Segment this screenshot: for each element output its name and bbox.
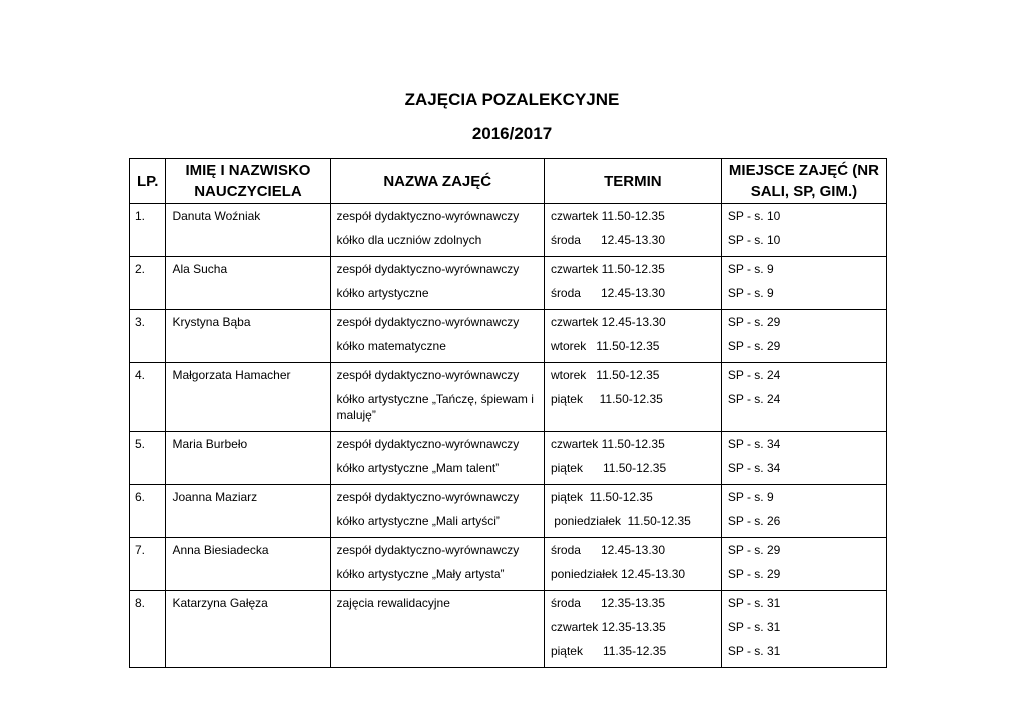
activity-name: kółko artystyczne „Tańczę, śpiewam i maluję” bbox=[336, 392, 534, 422]
location-cell bbox=[721, 432, 886, 485]
activity-name: zajęcia rewalidacyjne bbox=[336, 596, 450, 610]
header-teacher-name: IMIĘ I NAZWISKO NAUCZYCIELA bbox=[166, 159, 330, 204]
activity-name: kółko matematyczne bbox=[336, 339, 446, 353]
location-entry: SP - s. 31 bbox=[727, 596, 781, 610]
table-row bbox=[130, 432, 887, 485]
table-row bbox=[130, 591, 887, 668]
header-lp: LP. bbox=[130, 159, 166, 204]
row-number: 5. bbox=[130, 432, 166, 485]
location-entry: SP - s. 34 bbox=[727, 461, 781, 475]
activity-cell bbox=[330, 591, 544, 668]
schedule-cell bbox=[544, 363, 721, 432]
schedule-entry: czwartek 11.50-12.35 bbox=[550, 209, 665, 223]
activity-name: zespół dydaktyczno-wyrównawczy bbox=[336, 368, 520, 382]
schedule-cell bbox=[544, 204, 721, 257]
table-body bbox=[130, 204, 887, 668]
row-number: 1. bbox=[130, 204, 166, 257]
location-cell bbox=[721, 363, 886, 432]
location-entry: SP - s. 29 bbox=[727, 567, 781, 581]
schedule-entry: piątek 11.35-12.35 bbox=[550, 644, 667, 658]
header-activity-name: NAZWA ZAJĘĆ bbox=[330, 159, 544, 204]
teacher-name: Krystyna Bąba bbox=[166, 310, 330, 363]
activity-name: kółko artystyczne „Mały artysta” bbox=[336, 567, 505, 581]
activity-name: zespół dydaktyczno-wyrównawczy bbox=[336, 262, 520, 276]
row-number: 2. bbox=[130, 257, 166, 310]
row-number: 3. bbox=[130, 310, 166, 363]
location-cell bbox=[721, 485, 886, 538]
activity-cell bbox=[330, 485, 544, 538]
activity-name: kółko artystyczne bbox=[336, 286, 429, 300]
location-entry: SP - s. 9 bbox=[727, 286, 774, 300]
school-year: 2016/2017 bbox=[471, 124, 553, 143]
schedule-cell bbox=[544, 591, 721, 668]
schedule-cell bbox=[544, 432, 721, 485]
schedule-cell bbox=[544, 257, 721, 310]
table-row bbox=[130, 310, 887, 363]
location-entry: SP - s. 10 bbox=[727, 233, 781, 247]
schedule-entry: poniedziałek 11.50-12.35 bbox=[550, 514, 691, 528]
location-entry: SP - s. 9 bbox=[727, 262, 774, 276]
location-entry: SP - s. 31 bbox=[727, 620, 781, 634]
activity-name: zespół dydaktyczno-wyrównawczy bbox=[336, 490, 520, 504]
schedule-entry: wtorek 11.50-12.35 bbox=[550, 368, 660, 382]
location-cell bbox=[721, 591, 886, 668]
schedule-entry: piątek 11.50-12.35 bbox=[550, 461, 667, 475]
table-header-row bbox=[130, 159, 887, 204]
schedule-entry: piątek 11.50-12.35 bbox=[550, 490, 653, 504]
row-number: 4. bbox=[130, 363, 166, 432]
teacher-name: Maria Burbeło bbox=[166, 432, 330, 485]
table-row bbox=[130, 363, 887, 432]
schedule-entry: piątek 11.50-12.35 bbox=[550, 392, 663, 406]
row-number: 8. bbox=[130, 591, 166, 668]
location-cell bbox=[721, 257, 886, 310]
schedule-entry: środa 12.45-13.30 bbox=[550, 543, 666, 557]
activity-cell bbox=[330, 204, 544, 257]
activity-name: kółko artystyczne „Mam talent” bbox=[336, 461, 500, 475]
table-row bbox=[130, 538, 887, 591]
table-row bbox=[130, 257, 887, 310]
activity-name: kółko artystyczne „Mali artyści” bbox=[336, 514, 500, 528]
table-row bbox=[130, 485, 887, 538]
activity-name: zespół dydaktyczno-wyrównawczy bbox=[336, 315, 520, 329]
location-entry: SP - s. 29 bbox=[727, 315, 781, 329]
document-title: ZAJĘCIA POZALEKCYJNE bbox=[404, 90, 620, 109]
location-cell bbox=[721, 310, 886, 363]
activity-name: zespół dydaktyczno-wyrównawczy bbox=[336, 209, 520, 223]
schedule-entry: środa 12.45-13.30 bbox=[550, 286, 666, 300]
location-cell bbox=[721, 204, 886, 257]
schedule-cell bbox=[544, 310, 721, 363]
location-entry: SP - s. 29 bbox=[727, 339, 781, 353]
table-row bbox=[130, 204, 887, 257]
location-entry: SP - s. 29 bbox=[727, 543, 781, 557]
schedule-entry: środa 12.45-13.30 bbox=[550, 233, 666, 247]
schedule-entry: czwartek 11.50-12.35 bbox=[550, 437, 665, 451]
schedule-entry: poniedziałek 12.45-13.30 bbox=[550, 567, 686, 581]
row-number: 7. bbox=[130, 538, 166, 591]
activity-name: kółko dla uczniów zdolnych bbox=[336, 233, 482, 247]
teacher-name: Katarzyna Gałęza bbox=[166, 591, 330, 668]
schedule-entry: czwartek 12.45-13.30 bbox=[550, 315, 666, 329]
schedule-entry: czwartek 12.35-13.35 bbox=[550, 620, 666, 634]
activities-table bbox=[129, 158, 887, 668]
location-entry: SP - s. 24 bbox=[727, 368, 781, 382]
schedule-entry: czwartek 11.50-12.35 bbox=[550, 262, 665, 276]
schedule-entry: środa 12.35-13.35 bbox=[550, 596, 666, 610]
teacher-name: Ala Sucha bbox=[166, 257, 330, 310]
teacher-name: Danuta Woźniak bbox=[166, 204, 330, 257]
teacher-name: Małgorzata Hamacher bbox=[166, 363, 330, 432]
location-cell bbox=[721, 538, 886, 591]
teacher-name: Anna Biesiadecka bbox=[166, 538, 330, 591]
location-entry: SP - s. 24 bbox=[727, 392, 781, 406]
activity-cell bbox=[330, 310, 544, 363]
schedule-cell bbox=[544, 538, 721, 591]
schedule-entry: wtorek 11.50-12.35 bbox=[550, 339, 660, 353]
location-entry: SP - s. 9 bbox=[727, 490, 774, 504]
location-entry: SP - s. 31 bbox=[727, 644, 781, 658]
location-entry: SP - s. 34 bbox=[727, 437, 781, 451]
location-entry: SP - s. 10 bbox=[727, 209, 781, 223]
teacher-name: Joanna Maziarz bbox=[166, 485, 330, 538]
activity-cell bbox=[330, 432, 544, 485]
activity-cell bbox=[330, 363, 544, 432]
activity-cell bbox=[330, 538, 544, 591]
activity-name: zespół dydaktyczno-wyrównawczy bbox=[336, 437, 520, 451]
header-location: MIEJSCE ZAJĘĆ (NR SALI, SP, GIM.) bbox=[721, 159, 886, 204]
location-entry: SP - s. 26 bbox=[727, 514, 781, 528]
row-number: 6. bbox=[130, 485, 166, 538]
header-schedule: TERMIN bbox=[544, 159, 721, 204]
activity-name: zespół dydaktyczno-wyrównawczy bbox=[336, 543, 520, 557]
activity-cell bbox=[330, 257, 544, 310]
schedule-cell bbox=[544, 485, 721, 538]
